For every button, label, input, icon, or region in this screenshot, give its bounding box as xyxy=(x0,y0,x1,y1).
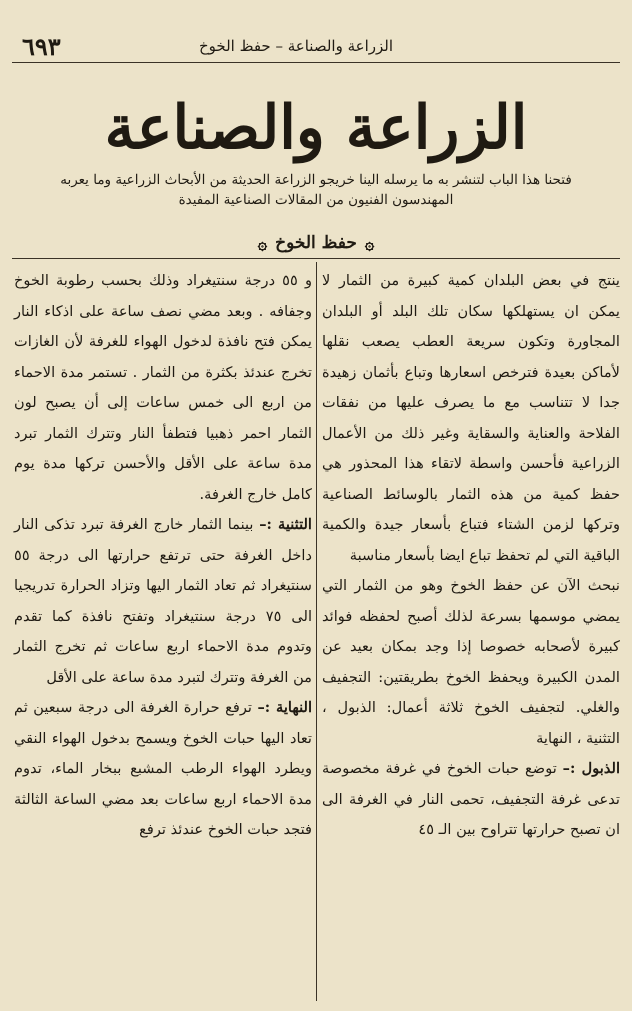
column-right xyxy=(322,266,620,1001)
title-rule xyxy=(12,258,620,259)
paragraph: و ٥٥ درجة سنتيغراد وذلك بحسب رطوبة الخوخ وجفافه . وبعد مضي نصف ساعة على اذكاء النار يمكن فتح نافذة لدخول الهواء للغرفة لأن الغازات تخرج عندئذ بكثرة من الثمار . تستمر مدة الاحماء من اربع الى خمس ساعات إلى أن يصبح لون الثمار احمر ذهبيا فتطفأ النار وتترك الثمار تبرد مدة ساعة على الأقل والأحسن تركها مدة يوم كامل خارج الغرفة. xyxy=(14,272,313,503)
article-title: حفظ الخوخ xyxy=(275,233,357,253)
section-masthead xyxy=(0,82,632,174)
page-number: ٦٩٣ xyxy=(22,32,61,61)
subheading-second: التثنية :– xyxy=(259,516,312,533)
subheading-final: النهاية :– xyxy=(257,699,313,716)
paragraph xyxy=(14,693,312,846)
paragraph xyxy=(322,754,620,846)
section-intro: فتحنا هذا الباب لتنشر به ما يرسله الينا خريجو الزراعة الحديثة من الأبحاث الزراعية وما يعربه المهندسون الفنيون من المقالات الصناعية المفيدة xyxy=(60,172,572,208)
article-title-row xyxy=(0,228,632,258)
paragraph: ينتج في بعض البلدان كمية كبيرة من الثمار لا يمكن ان يستهلكها سكان تلك البلد أو البلدان المجاورة وتكون سريعة العطب يصعب نقلها لأماكن بعيدة فترخص اسعارها وتباع بأثمان زهيدة جدا لا تتناسب مع ما يصرف عليها من نفقات الفلاحة والعناية والسقاية وغير ذلك من الأعمال الزراعية فأحسن واسطة لاتقاء هذا المحذور هي حفظ كمية من هذه الثمار بالوسائط الصناعية وتركها لزمن الشتاء فتباع بأسعار جيدة والكمية الباقية التي لم تحفظ تباع ايضا بأسعار مناسبة xyxy=(322,272,620,564)
masthead-title: الزراعة والصناعة xyxy=(104,93,528,163)
paragraph xyxy=(14,510,312,693)
running-title: الزراعة والصناعة – حفظ الخوخ xyxy=(198,37,394,55)
ornament-left-icon: ۞ xyxy=(257,233,268,253)
paragraph-text: توضع حبات الخوخ في غرفة مخصوصة تدعى غرفة التجفيف، تحمى النار في الغرفة الى ان تصبح حرارتها تتراوح بين الـ ٤٥ xyxy=(322,760,620,838)
column-divider xyxy=(316,262,317,1001)
paragraph: نبحث الآن عن حفظ الخوخ وهو من الثمار التي يمضي موسمها بسرعة لذلك أصبح لحفظه فوائد كبيرة لأصحابه خصوصا إذا وجد بمكان بعيد عن المدن الكبيرة ويحفظ الخوخ بطريقتين: التجفيف والغلي. لتجفيف الخوخ ثلاثة أعمال: الذبول ، التثنية ، النهاية xyxy=(322,577,620,747)
page-header xyxy=(12,30,620,63)
paragraph-text: ترفع حرارة الغرفة الى درجة سبعين ثم تعاد اليها حبات الخوخ ويسمح بدخول الهواء النقي ويطرد الهواء الرطب المشبع ببخار الماء، تدوم مدة الاحماء اربع ساعات بعد مضي الساعة الثالثة فتجد حبات الخوخ عندئذ ترفع xyxy=(14,699,312,838)
column-left xyxy=(14,266,312,1001)
paragraph-text: بينما الثمار خارج الغرفة تبرد تذكى النار داخل الغرفة حتى ترتفع حرارتها الى درجة ٥٥ سنتيغراد ثم تعاد الثمار اليها وتزاد الحرارة تدريجيا الى ٧٥ درجة سنتيغراد وتفتح نافذة كما تقدم وتدوم مدة الاحماء اربع ساعات ثم تخرج الثمار من الغرفة وتترك لتبرد مدة ساعة على الأقل xyxy=(14,516,313,686)
ornament-right-icon: ۞ xyxy=(364,233,375,253)
subheading-wilting: الذبول :– xyxy=(562,760,621,777)
